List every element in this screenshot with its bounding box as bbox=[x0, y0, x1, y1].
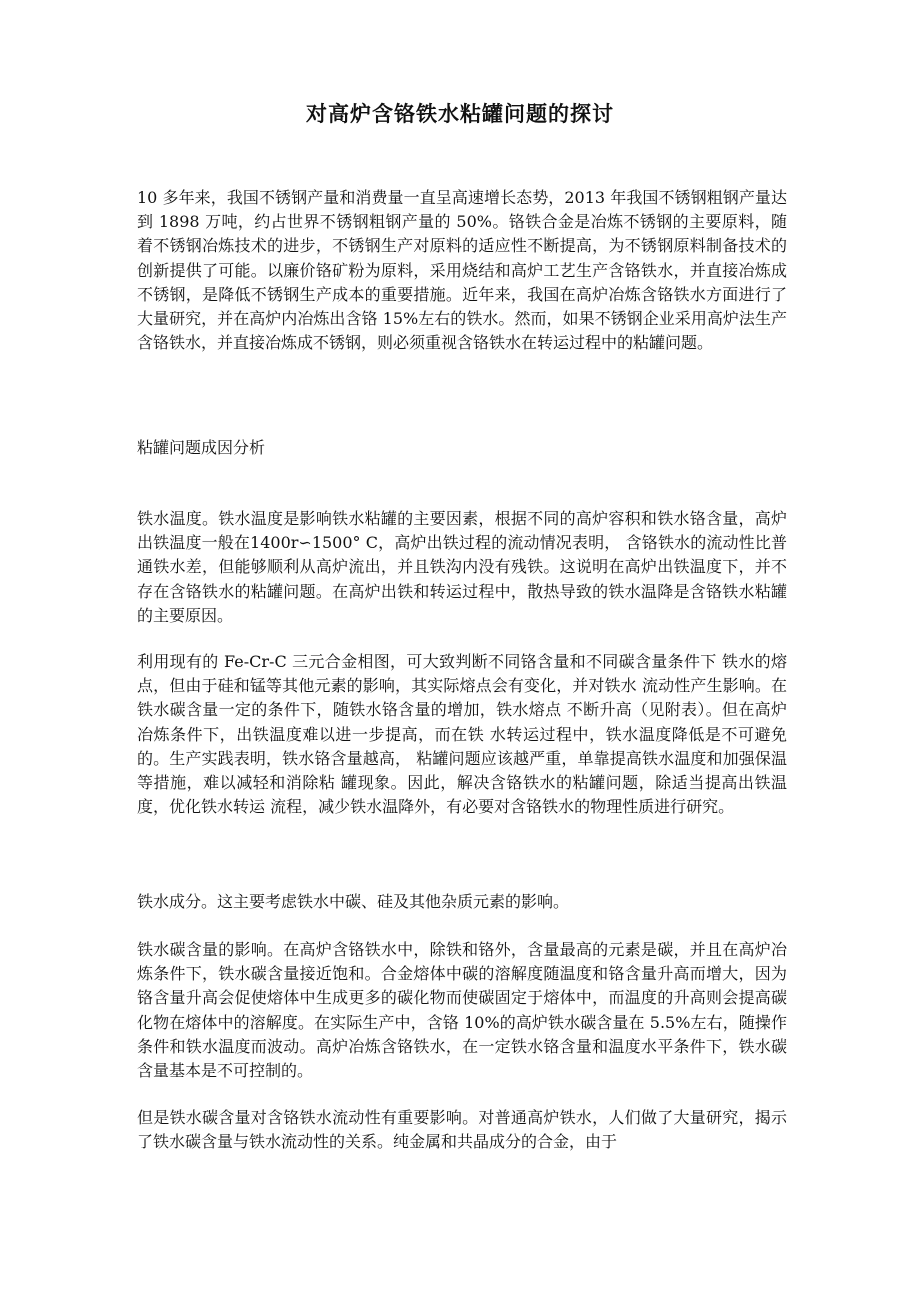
phase-diagram-paragraph: 利用现有的 Fe-Cr-C 三元合金相图，可大致判断不同铬含量和不同碳含量条件下 铁水的熔点，但由于硅和锰等其他元素的影响，其实际熔点会有变化，并对铁水 流动性产生影响。在铁水碳含量一定的条件下，随铁水铬含量的增加，铁水熔点 不断升高（见附表）。但在高炉冶炼条件下，出铁温度难以进一步提高，而在铁 水转运过程中，铁水温度降低是不可避免的。生产实践表明，铁水铬含量越高， 粘罐问题应该越严重，单靠提高铁水温度和加强保温等措施，难以减轻和消除粘 罐现象。因此，解决含铬铁水的粘罐问题，除适当提高出铁温度，优化铁水转运 流程，减少铁水温降外，有必要对含铬铁水的物理性质进行研究。 bbox=[137, 652, 787, 817]
carbon-paragraph: 铁水碳含量的影响。在高炉含铬铁水中，除铁和铬外，含量最高的元素是碳，并且在高炉冶炼条件下，铁水碳含量接近饱和。合金熔体中碳的溶解度随温度和铬含量升高而增大，因为铬含量升高会促使熔体中生成更多的碳化物而使碳固定于熔体中，而温度的升高则会提高碳化物在熔体中的溶解度。在实际生产中，含铬 10%的高炉铁水碳含量在 5.5%左右，随操作条件和铁水温度而波动。高炉冶炼含铬铁水，在一定铁水铬含量和温度水平条件下，铁水碳含量基本是不可控制的。 bbox=[137, 940, 787, 1081]
temperature-paragraph: 铁水温度。铁水温度是影响铁水粘罐的主要因素，根据不同的高炉容积和铁水铬含量，高炉出铁温度一般在1400r∽1500° C，高炉出铁过程的流动情况表明， 含铬铁水的流动性比普通铁水差，但能够顺利从高炉流出，并且铁沟内没有残铁。这说明在高炉出铁温度下，并不存在含铬铁水的粘罐问题。在高炉出铁和转运过程中，散热导致的铁水温降是含铬铁水粘罐的主要原因。 bbox=[137, 509, 787, 625]
section-heading: 粘罐问题成因分析 bbox=[137, 438, 266, 457]
intro-paragraph: 10 多年来，我国不锈钢产量和消费量一直呈高速增长态势，2013 年我国不锈钢粗钢产量达到 1898 万吨，约占世界不锈钢粗钢产量的 50%。铬铁合金是冶炼不锈钢的主要原料，随着不锈钢冶炼技术的进步，不锈钢生产对原料的适应性不断提高，为不锈钢原料制备技术的创新提供了可能。以廉价铬矿粉为原料，采用烧结和高炉工艺生产含铬铁水，并直接冶炼成不锈钢，是降低不锈钢生产成本的重要措施。近年来，我国在高炉冶炼含铬铁水方面进行了大量研究，并在高炉内冶炼出含铬 15%左右的铁水。然而，如果不锈钢企业采用高炉法生产含铬铁水，并直接冶炼成不锈钢，则必须重视含铬铁水在转运过程中的粘罐问题。 bbox=[137, 188, 787, 353]
composition-paragraph: 铁水成分。这主要考虑铁水中碳、硅及其他杂质元素的影响。 bbox=[137, 892, 570, 911]
document-title: 对高炉含铬铁水粘罐问题的探讨 bbox=[306, 101, 614, 126]
fluidity-paragraph: 但是铁水碳含量对含铬铁水流动性有重要影响。对普通高炉铁水，人们做了大量研究，揭示了铁水碳含量与铁水流动性的关系。纯金属和共晶成分的合金，由于 bbox=[137, 1108, 787, 1152]
